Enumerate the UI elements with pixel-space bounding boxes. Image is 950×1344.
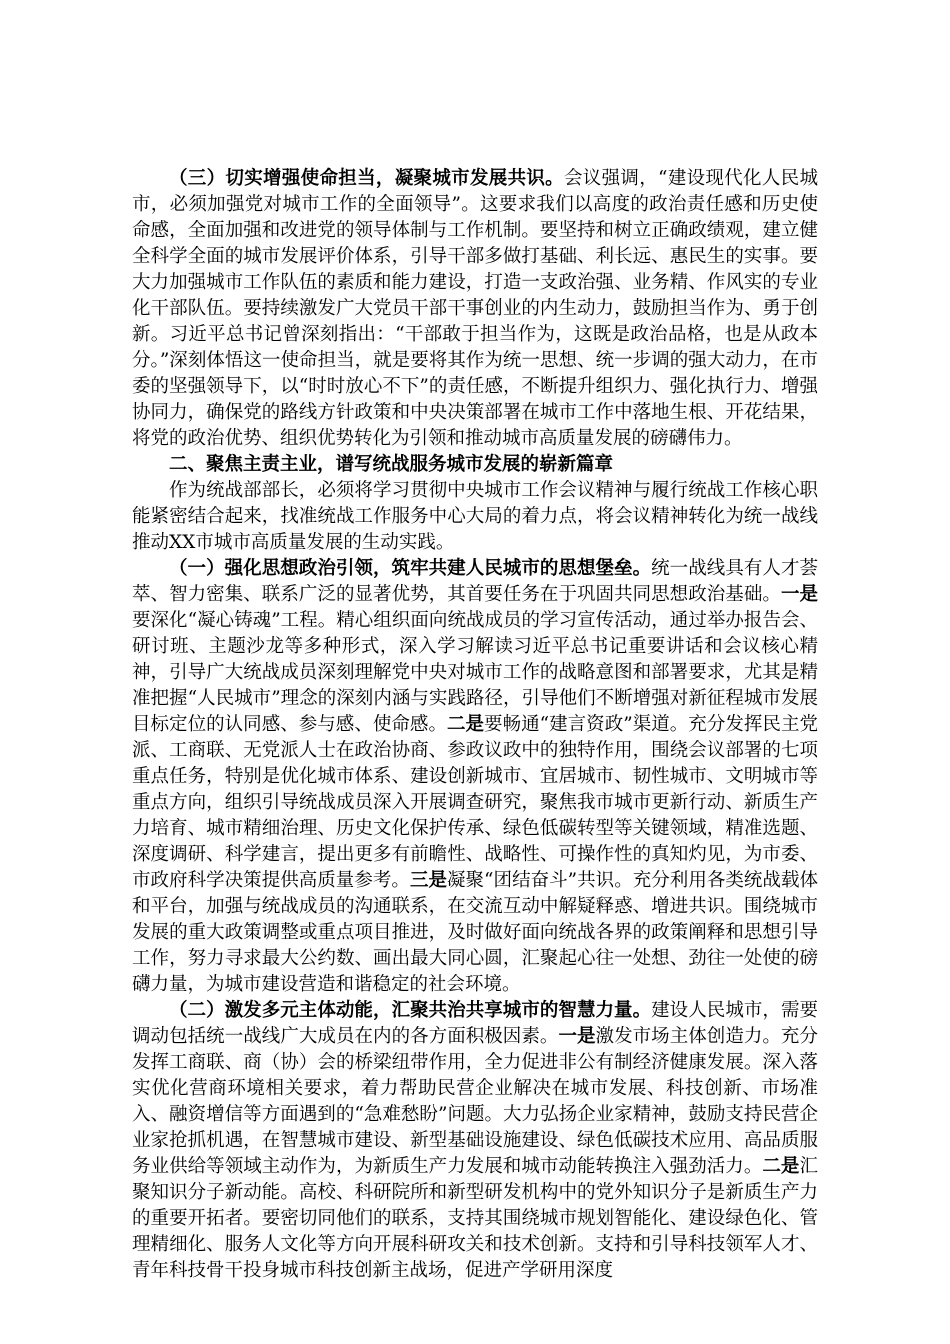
point-marker: 二是 (762, 1156, 800, 1177)
point-marker: 二是 (446, 714, 485, 735)
document-body (132, 166, 818, 1284)
point-marker: 一是 (558, 1026, 596, 1047)
point-marker: 三是 (409, 870, 447, 891)
paragraph-subsection-1 (132, 556, 818, 998)
paragraph-text: 会议强调，“建设现代化人民城市，必须加强党对城市工作的全面领导”。这要求我们以高度的政治责任感和历史使命感，全面加强和改进党的领导体制与工作机制。要坚持和树立正确政绩观，建立健全科学全面的城市发展评价体系，引导干部多做打基础、利长远、惠民生的实事。要大力加强城市工作队伍的素质和能力建设，打造一支政治强、业务精、作风实的专业化干部队伍。要持续激发广大党员干部干事创业的内生动力，鼓励担当作为、勇于创新。习近平总书记曾深刻指出：“干部敢于担当作为，这既是政治品格，也是从政本分。”深刻体悟这一使命担当，就是要将其作为统一思想、统一步调的强大动力，在市委的坚强领导下，以“时时放心不下”的责任感，不断提升组织力、强化执行力、增强协同力，确保党的路线方针政策和中央决策部署在城市工作中落地生根、开花结果，将党的政治优势、组织优势转化为引领和推动城市高质量发展的磅礴伟力。 (132, 168, 818, 449)
point-text: 凝聚“团结奋斗”共识。充分利用各类统战载体和平台，加强与统战成员的沟通联系，在交流互动中解疑释惑、增进共识。围绕城市发展的重大政策调整或重点项目推进，及时做好面向统战各界的政策阐释和思想引导工作，努力寻求最大公约数、画出最大同心圆，汇聚起心往一处想、劲往一处使的磅礴力量，为城市建设营造和谐稳定的社会环境。 (132, 870, 818, 995)
paragraph-intro: 作为统战部部长，必须将学习贯彻中央城市工作会议精神与履行统战工作核心职能紧密结合起来，找准统战工作服务中心大局的着力点，将会议精神转化为统一战线推动XX市城市高质量发展的生动实践。 (132, 480, 818, 553)
paragraph-subsection-2 (132, 998, 818, 1284)
point-text: 要深化“凝心铸魂”工程。精心组织面向统战成员的学习宣传活动，通过举办报告会、研讨班、主题沙龙等多种形式，深入学习解读习近平总书记重要讲话和会议核心精神，引导广大统战成员深刻理解党中央对城市工作的战略意图和部署要求，尤其是精准把握“人民城市”理念的深刻内涵与实践路径，引导他们不断增强对新征程城市发展目标定位的认同感、参与感、使命感。 (132, 610, 818, 735)
paragraph-text: 建设人民城市，需要调动包括统一战线广大成员在内的各方面积极因素。 (132, 1000, 818, 1047)
paragraph-lead: （二）激发多元主体动能，汇聚共治共享城市的智慧力量。 (169, 1000, 652, 1021)
point-text: 激发市场主体创造力。充分发挥工商联、商（协）会的桥梁纽带作用，全力促进非公有制经济健康发展。深入落实优化营商环境相关要求，着力帮助民营企业解决在城市发展、科技创新、市场准入、融资增信等方面遇到的“急难愁盼”问题。大力弘扬企业家精神，鼓励支持民营企业家抢抓机遇，在智慧城市建设、新型基础设施建设、绿色低碳技术应用、高品质服务业供给等领域主动作为，为新质生产力发展和城市动能转换注入强劲活力。 (132, 1026, 818, 1177)
paragraph-section-3 (132, 166, 818, 452)
point-marker: 一是 (780, 584, 818, 605)
point-text: 汇聚知识分子新动能。高校、科研院所和新型研发机构中的党外知识分子是新质生产力的重要开拓者。要密切同他们的联系，支持其围绕城市规划智能化、建设绿色化、管理精细化、服务人文化等方向开展科研攻关和技术创新。支持和引导科技领军人才、青年科技骨干投身城市科技创新主战场，促进产学研用深度 (132, 1156, 818, 1281)
section-heading-2: 二、聚焦主责主业，谱写统战服务城市发展的崭新篇章 (169, 454, 614, 475)
point-text: 要畅通“建言资政”渠道。充分发挥民主党派、工商联、无党派人士在政治协商、参政议政中的独特作用，围绕会议部署的七项重点任务，特别是优化城市体系、建设创新城市、宜居城市、韧性城市、文明城市等重点方向，组织引导统战成员深入开展调查研究，聚焦我市城市更新行动、新质生产力培育、城市精细治理、历史文化保护传承、绿色低碳转型等关键领域，精准选题、深度调研、科学建言，提出更多有前瞻性、战略性、可操作性的真知灼见，为市委、市政府科学决策提供高质量参考。 (132, 714, 818, 891)
paragraph-lead: （三）切实增强使命担当，凝聚城市发展共识。 (169, 168, 564, 189)
paragraph-lead: （一）强化思想政治引领，筑牢共建人民城市的思想堡垒。 (169, 558, 652, 579)
paragraph-text: 统一战线具有人才荟萃、智力密集、联系广泛的显著优势，其首要任务在于巩固共同思想政治基础。 (132, 558, 818, 605)
